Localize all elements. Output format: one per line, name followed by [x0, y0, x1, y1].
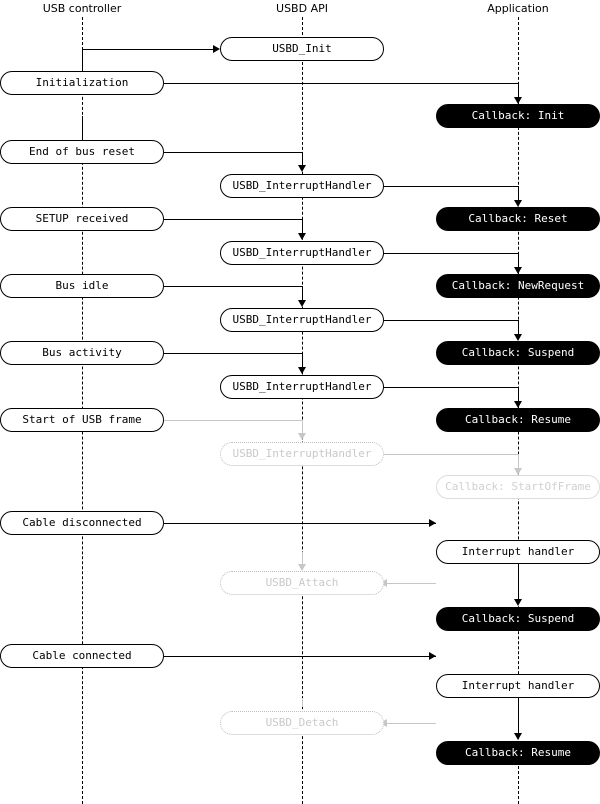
node-setup-received[interactable]: SETUP received: [0, 207, 164, 231]
arrow-interrupt-handler-5-to-callback-startofframe: [384, 454, 518, 455]
node-callback-init[interactable]: Callback: Init: [436, 104, 600, 128]
node-usbd-interrupthandler-1[interactable]: USBD_InterruptHandler: [220, 174, 384, 198]
node-callback-resume-2[interactable]: Callback: Resume: [436, 741, 600, 765]
node-callback-suspend[interactable]: Callback: Suspend: [436, 341, 600, 365]
arrow-down-callback-resume-connect: [518, 698, 519, 734]
node-end-of-bus-reset[interactable]: End of bus reset: [0, 140, 164, 164]
arrowhead-callback-resume-connect: [514, 733, 522, 740]
arrowhead-callback-reset: [514, 200, 522, 207]
arrow-initialization-to-callback-init: [164, 83, 518, 84]
arrow-down-to-end-of-bus-reset: [82, 116, 83, 140]
node-cable-connected[interactable]: Cable connected: [0, 644, 164, 668]
lane-title-usbd-api: USBD API: [276, 2, 328, 15]
node-interrupt-handler-2[interactable]: Interrupt handler: [436, 674, 600, 698]
node-cable-disconnected[interactable]: Cable disconnected: [0, 511, 164, 535]
arrow-down-to-initialization: [82, 49, 83, 71]
arrow-down-callback-startofframe: [518, 454, 519, 469]
arrow-controller-to-usbd-init: [82, 49, 213, 50]
node-callback-suspend-2[interactable]: Callback: Suspend: [436, 607, 600, 631]
node-usbd-init[interactable]: USBD_Init: [220, 37, 384, 61]
node-callback-newrequest[interactable]: Callback: NewRequest: [436, 274, 600, 298]
node-callback-resume[interactable]: Callback: Resume: [436, 408, 600, 432]
arrow-down-callback-resume: [518, 387, 519, 402]
arrowhead-interrupt-handler-4: [298, 367, 306, 374]
arrow-interrupt-handler-4-to-callback-resume: [384, 387, 518, 388]
arrowhead-usbd-attach-down: [298, 564, 306, 571]
lane-title-usb-controller: USB controller: [42, 2, 122, 15]
node-start-of-usb-frame[interactable]: Start of USB frame: [0, 408, 164, 432]
arrow-interrupt-handler-to-usbd-attach: [384, 583, 436, 584]
arrow-interrupt-handler-2-to-callback-newrequest: [384, 253, 518, 254]
arrowhead-interrupt-handler-5: [298, 433, 306, 440]
node-callback-startofframe[interactable]: Callback: StartOfFrame: [436, 475, 600, 499]
arrowhead-callback-suspend-disconnect: [514, 599, 522, 606]
arrowhead-usbd-init: [213, 45, 220, 53]
arrowhead-interrupt-handler-connect: [429, 652, 436, 660]
arrow-down-callback-reset: [518, 186, 519, 201]
node-bus-idle[interactable]: Bus idle: [0, 274, 164, 298]
node-usbd-interrupthandler-3[interactable]: USBD_InterruptHandler: [220, 308, 384, 332]
arrowhead-interrupt-handler-1: [298, 165, 306, 172]
arrow-down-callback-newrequest: [518, 253, 519, 268]
arrow-cable-connected-to-interrupt-handler: [164, 656, 436, 657]
arrow-start-of-frame-to-interrupt-handler-5: [164, 420, 302, 421]
node-callback-reset[interactable]: Callback: Reset: [436, 207, 600, 231]
node-bus-activity[interactable]: Bus activity: [0, 341, 164, 365]
arrow-down-interrupt-handler-3: [302, 286, 303, 301]
node-initialization[interactable]: Initialization: [0, 71, 164, 95]
arrow-down-callback-suspend-disconnect: [518, 564, 519, 600]
arrow-interrupt-handler-to-usbd-detach: [384, 723, 436, 724]
lane-title-application: Application: [487, 2, 549, 15]
arrow-cable-disconnected-to-interrupt-handler: [164, 523, 436, 524]
node-usbd-interrupthandler-4[interactable]: USBD_InterruptHandler: [220, 375, 384, 399]
arrow-bus-reset-to-interrupt-handler-1: [164, 152, 302, 153]
arrowhead-callback-suspend: [514, 334, 522, 341]
arrow-down-callback-suspend: [518, 320, 519, 335]
node-usbd-interrupthandler-5[interactable]: USBD_InterruptHandler: [220, 442, 384, 466]
arrowhead-interrupt-handler-2: [298, 233, 306, 240]
arrow-down-usbd-detach: [302, 698, 303, 707]
arrowhead-interrupt-handler-3: [298, 300, 306, 307]
node-usbd-detach[interactable]: USBD_Detach: [220, 711, 384, 735]
node-interrupt-handler-1[interactable]: Interrupt handler: [436, 540, 600, 564]
arrowhead-callback-newrequest: [514, 267, 522, 274]
arrow-setup-to-interrupt-handler-2: [164, 219, 302, 220]
arrowhead-callback-init: [514, 97, 522, 104]
arrow-down-interrupt-handler-2: [302, 219, 303, 234]
lifeline-usbd-api: [302, 17, 303, 804]
arrowhead-callback-startofframe: [514, 468, 522, 475]
arrowhead-interrupt-handler-disconnect: [429, 519, 436, 527]
arrow-down-interrupt-handler-4: [302, 353, 303, 368]
arrowhead-callback-resume: [514, 401, 522, 408]
arrow-interrupt-handler-1-to-callback-reset: [384, 186, 518, 187]
arrow-interrupt-handler-3-to-callback-suspend: [384, 320, 518, 321]
node-usbd-interrupthandler-2[interactable]: USBD_InterruptHandler: [220, 241, 384, 265]
node-usbd-attach[interactable]: USBD_Attach: [220, 571, 384, 595]
arrow-bus-activity-to-interrupt-handler-4: [164, 353, 302, 354]
arrow-bus-idle-to-interrupt-handler-3: [164, 286, 302, 287]
